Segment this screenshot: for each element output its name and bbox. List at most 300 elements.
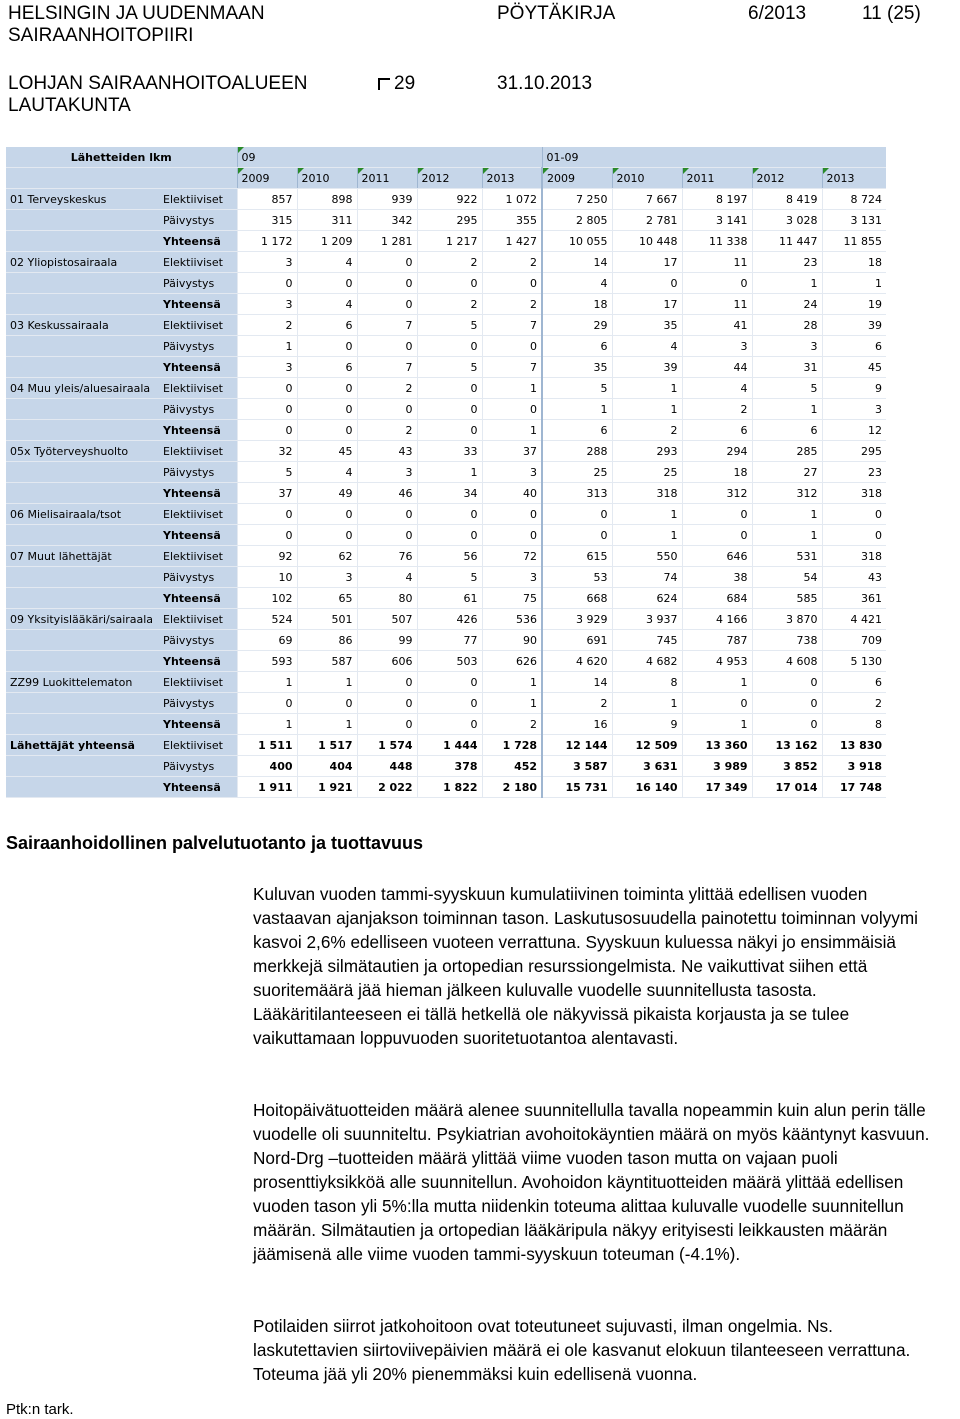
- paragraph-2: Hoitopäivätuotteiden määrä alenee suunnitellulla tavalla nopeammin kuin alun perin tälle vuodelle oli suunniteltu. Psykiatrian avohoitokäyntien määrä on myös kääntynyt kasvuun. Nord-Drg –tuotteiden määrä ylittää viime vuoden tason mutta on vajaan puoli prosenttiyksikköä alle suunnitellun. Avohoidon käyntituotteiden määrä ylittää edellisen vuoden tason yli 5%:lla mutta niidenkin toteuma alittaa kuluvalle vuodelle suunnitellun määrän. Silmätautien ja ortopedian lääkäripula näkyy erityisesti leikkausten määrän jäämisenä alle viime vuoden tammi-syyskuun toteuman (-4.1%).: [253, 1100, 930, 1264]
- unit-cell: [6, 651, 159, 672]
- value-cell: 318: [612, 483, 682, 504]
- value-cell: 24: [752, 294, 822, 315]
- value-cell: 0: [357, 252, 417, 273]
- value-cell: 76: [357, 546, 417, 567]
- table-title: Lähetteiden lkm: [6, 147, 237, 168]
- type-cell: Elektiiviset: [159, 378, 237, 399]
- value-cell: 11 855: [822, 231, 886, 252]
- table-row: [6, 756, 886, 777]
- value-cell: 9: [612, 714, 682, 735]
- value-cell: 939: [357, 189, 417, 210]
- value-cell: 0: [297, 504, 357, 525]
- value-cell: 25: [542, 462, 612, 483]
- value-cell: 0: [237, 420, 297, 441]
- unit-cell: [6, 630, 159, 651]
- value-cell: 11 338: [682, 231, 752, 252]
- value-cell: 11 447: [752, 231, 822, 252]
- value-cell: 3: [237, 294, 297, 315]
- meeting-date: 31.10.2013: [497, 73, 593, 94]
- table-row: [6, 252, 886, 273]
- type-cell: Elektiiviset: [159, 546, 237, 567]
- value-cell: 448: [357, 756, 417, 777]
- value-cell: 1: [237, 714, 297, 735]
- table-row: [6, 735, 886, 756]
- value-cell: 378: [417, 756, 482, 777]
- value-cell: 0: [237, 525, 297, 546]
- value-cell: 738: [752, 630, 822, 651]
- value-cell: 0: [612, 273, 682, 294]
- value-cell: 14: [542, 252, 612, 273]
- year-header: 2013: [822, 168, 886, 189]
- value-cell: 3: [822, 399, 886, 420]
- value-cell: 80: [357, 588, 417, 609]
- unit-cell: [6, 693, 159, 714]
- value-cell: 1: [752, 399, 822, 420]
- value-cell: 3 937: [612, 609, 682, 630]
- value-cell: 2: [682, 399, 752, 420]
- table-header-row-groups: [6, 147, 886, 168]
- type-cell: Päivystys: [159, 399, 237, 420]
- value-cell: 1: [752, 504, 822, 525]
- table-row: [6, 546, 886, 567]
- value-cell: 1 511: [237, 735, 297, 756]
- value-cell: 4: [297, 252, 357, 273]
- type-cell: Päivystys: [159, 273, 237, 294]
- value-cell: 1: [682, 714, 752, 735]
- value-cell: 17: [612, 294, 682, 315]
- type-cell: Yhteensä: [159, 231, 237, 252]
- value-cell: 593: [237, 651, 297, 672]
- value-cell: 1 072: [482, 189, 542, 210]
- type-cell: Elektiiviset: [159, 252, 237, 273]
- value-cell: 1 217: [417, 231, 482, 252]
- value-cell: 0: [482, 504, 542, 525]
- value-cell: 2: [542, 693, 612, 714]
- value-cell: 39: [822, 315, 886, 336]
- value-cell: 0: [542, 504, 612, 525]
- value-cell: 32: [237, 441, 297, 462]
- value-cell: 311: [297, 210, 357, 231]
- value-cell: 35: [612, 315, 682, 336]
- paragraph-3: Potilaiden siirrot jatkohoitoon ovat toteutuneet sujuvasti, ilman ongelmia. Ns. laskutettavien siirtoviivepäivien määrä ei ole kasvanut elokuun tilanteeseen verrattuna. Toteuma jää yli 20% pienemmäksi kuin edellisenä vuonna.: [253, 1316, 911, 1384]
- value-cell: 404: [297, 756, 357, 777]
- value-cell: 3 141: [682, 210, 752, 231]
- value-cell: 15 731: [542, 777, 612, 798]
- value-cell: 0: [682, 504, 752, 525]
- value-cell: 0: [417, 525, 482, 546]
- value-cell: 6: [822, 336, 886, 357]
- value-cell: 9: [822, 378, 886, 399]
- value-cell: 585: [752, 588, 822, 609]
- unit-cell: [6, 399, 159, 420]
- value-cell: 2: [482, 714, 542, 735]
- value-cell: 3 028: [752, 210, 822, 231]
- value-cell: 18: [822, 252, 886, 273]
- value-cell: 7: [482, 357, 542, 378]
- table-row: [6, 231, 886, 252]
- value-cell: 288: [542, 441, 612, 462]
- unit-cell: [6, 294, 159, 315]
- value-cell: 17: [612, 252, 682, 273]
- section-title: Sairaanhoidollinen palvelutuotanto ja tuottavuus: [6, 833, 424, 853]
- value-cell: 0: [417, 714, 482, 735]
- sort-marker-icon: [483, 168, 489, 174]
- value-cell: 5 130: [822, 651, 886, 672]
- value-cell: 4 608: [752, 651, 822, 672]
- value-cell: 17 748: [822, 777, 886, 798]
- value-cell: 54: [752, 567, 822, 588]
- unit-cell: [6, 273, 159, 294]
- type-cell: Päivystys: [159, 567, 237, 588]
- value-cell: 0: [357, 504, 417, 525]
- value-cell: 1 444: [417, 735, 482, 756]
- value-cell: 7: [482, 315, 542, 336]
- value-cell: 0: [752, 693, 822, 714]
- unit-cell: 01 Terveyskeskus: [6, 189, 159, 210]
- type-cell: Yhteensä: [159, 651, 237, 672]
- page-number: 11 (25): [862, 3, 921, 24]
- value-cell: 5: [542, 378, 612, 399]
- unit-cell: [6, 210, 159, 231]
- value-cell: 0: [482, 525, 542, 546]
- value-cell: 3 587: [542, 756, 612, 777]
- value-cell: 13 360: [682, 735, 752, 756]
- value-cell: 2: [482, 252, 542, 273]
- paragraph-1: Kuluvan vuoden tammi-syyskuun kumulatiivinen toiminta ylittää edellisen vuoden vastaavan ajanjakson toiminnan tason. Laskutusosuudella painotettu toiminnan volyymi kasvoi 2,6% edelliseen vuoteen verrattuna. Syyskuun kuluessa näkyi jo ensimmäisiä merkkejä silmätautien ja ortopedian resurssiongelmista. Ne vaikuttivat siihen että suoritemäärä jää hieman jälkeen kuluvalle vuodelle suunnitellusta tasosta. Lääkäritilanteeseen ei tällä hetkellä ole näkyvissä pikaista korjausta ja se tulee vaikuttamaan loppuvuoden suoritetuotantoa alentavasti.: [253, 884, 918, 1048]
- committee-name: LOHJAN SAIRAANHOITOALUEEN LAUTAKUNTA: [8, 73, 308, 116]
- value-cell: 3: [752, 336, 822, 357]
- value-cell: 0: [297, 693, 357, 714]
- value-cell: 503: [417, 651, 482, 672]
- value-cell: 1: [482, 693, 542, 714]
- type-cell: Yhteensä: [159, 357, 237, 378]
- unit-cell: Lähettäjät yhteensä: [6, 735, 159, 756]
- type-cell: Elektiiviset: [159, 189, 237, 210]
- section-mark-icon: [378, 78, 390, 90]
- value-cell: 16 140: [612, 777, 682, 798]
- value-cell: 61: [417, 588, 482, 609]
- value-cell: 646: [682, 546, 752, 567]
- value-cell: 102: [237, 588, 297, 609]
- value-cell: 615: [542, 546, 612, 567]
- value-cell: 524: [237, 609, 297, 630]
- type-cell: Päivystys: [159, 210, 237, 231]
- value-cell: 90: [482, 630, 542, 651]
- value-cell: 0: [237, 399, 297, 420]
- unit-cell: ZZ99 Luokittelematon: [6, 672, 159, 693]
- unit-cell: [6, 756, 159, 777]
- value-cell: 18: [682, 462, 752, 483]
- value-cell: 0: [297, 273, 357, 294]
- value-cell: 16: [542, 714, 612, 735]
- value-cell: 361: [822, 588, 886, 609]
- value-cell: 4 953: [682, 651, 752, 672]
- unit-cell: 07 Muut lähettäjät: [6, 546, 159, 567]
- value-cell: 4: [297, 462, 357, 483]
- unit-cell: 03 Keskussairaala: [6, 315, 159, 336]
- value-cell: 43: [357, 441, 417, 462]
- org-name: HELSINGIN JA UUDENMAAN SAIRAANHOITOPIIRI: [8, 3, 265, 46]
- value-cell: 1 728: [482, 735, 542, 756]
- value-cell: 0: [297, 420, 357, 441]
- unit-cell: [6, 231, 159, 252]
- value-cell: 31: [752, 357, 822, 378]
- value-cell: 4 682: [612, 651, 682, 672]
- table-row: [6, 315, 886, 336]
- unit-cell: 06 Mielisairaala/tsot: [6, 504, 159, 525]
- unit-cell: [6, 357, 159, 378]
- value-cell: 69: [237, 630, 297, 651]
- table-row: [6, 273, 886, 294]
- value-cell: 452: [482, 756, 542, 777]
- year-header: 2010: [612, 168, 682, 189]
- sort-marker-icon: [298, 168, 304, 174]
- value-cell: 6: [822, 672, 886, 693]
- value-cell: 44: [682, 357, 752, 378]
- value-cell: 3 989: [682, 756, 752, 777]
- value-cell: 27: [752, 462, 822, 483]
- type-cell: Päivystys: [159, 756, 237, 777]
- value-cell: 4: [682, 378, 752, 399]
- unit-cell: 05x Työterveyshuolto: [6, 441, 159, 462]
- table-row: [6, 441, 886, 462]
- value-cell: 13 830: [822, 735, 886, 756]
- value-cell: 2: [357, 378, 417, 399]
- value-cell: 531: [752, 546, 822, 567]
- value-cell: 18: [542, 294, 612, 315]
- value-cell: 0: [417, 420, 482, 441]
- value-cell: 0: [357, 525, 417, 546]
- year-header: 2013: [482, 168, 542, 189]
- value-cell: 11: [682, 294, 752, 315]
- type-cell: Yhteensä: [159, 714, 237, 735]
- value-cell: 1: [752, 273, 822, 294]
- unit-cell: [6, 462, 159, 483]
- year-header: 2009: [237, 168, 297, 189]
- value-cell: 0: [297, 378, 357, 399]
- sort-marker-icon: [238, 147, 244, 153]
- value-cell: 1: [822, 273, 886, 294]
- value-cell: 5: [417, 315, 482, 336]
- value-cell: 3: [237, 252, 297, 273]
- value-cell: 5: [417, 567, 482, 588]
- value-cell: 3 918: [822, 756, 886, 777]
- type-cell: Päivystys: [159, 630, 237, 651]
- value-cell: 40: [482, 483, 542, 504]
- value-cell: 10 448: [612, 231, 682, 252]
- value-cell: 12 509: [612, 735, 682, 756]
- minutes-checker-note: Ptk:n tark.: [6, 1401, 74, 1418]
- value-cell: 293: [612, 441, 682, 462]
- value-cell: 0: [357, 714, 417, 735]
- unit-cell: [6, 567, 159, 588]
- value-cell: 10 055: [542, 231, 612, 252]
- sort-marker-icon: [418, 168, 424, 174]
- table-row: [6, 399, 886, 420]
- unit-cell: [6, 714, 159, 735]
- type-cell: Elektiiviset: [159, 735, 237, 756]
- table-row: [6, 336, 886, 357]
- unit-cell: [6, 777, 159, 798]
- table-row: [6, 357, 886, 378]
- value-cell: 0: [357, 273, 417, 294]
- value-cell: 898: [297, 189, 357, 210]
- document-type: PÖYTÄKIRJA: [497, 3, 616, 24]
- value-cell: 2: [357, 420, 417, 441]
- value-cell: 294: [682, 441, 752, 462]
- value-cell: 0: [682, 693, 752, 714]
- value-cell: 0: [417, 336, 482, 357]
- value-cell: 295: [822, 441, 886, 462]
- value-cell: 38: [682, 567, 752, 588]
- value-cell: 33: [417, 441, 482, 462]
- value-cell: 2 781: [612, 210, 682, 231]
- value-cell: 6: [752, 420, 822, 441]
- value-cell: 1: [417, 462, 482, 483]
- table-row: [6, 462, 886, 483]
- value-cell: 3 631: [612, 756, 682, 777]
- sort-marker-icon: [238, 168, 244, 174]
- value-cell: 6: [297, 357, 357, 378]
- value-cell: 7: [357, 357, 417, 378]
- value-cell: 72: [482, 546, 542, 567]
- value-cell: 426: [417, 609, 482, 630]
- unit-cell: 04 Muu yleis/aluesairaala: [6, 378, 159, 399]
- value-cell: 13 162: [752, 735, 822, 756]
- table-body: [6, 189, 886, 798]
- value-cell: 12 144: [542, 735, 612, 756]
- value-cell: 86: [297, 630, 357, 651]
- type-cell: Elektiiviset: [159, 672, 237, 693]
- value-cell: 7 667: [612, 189, 682, 210]
- value-cell: 0: [297, 399, 357, 420]
- group-header-month: 09: [237, 147, 542, 168]
- value-cell: 1: [297, 714, 357, 735]
- value-cell: 0: [417, 693, 482, 714]
- value-cell: 0: [297, 336, 357, 357]
- value-cell: 8: [612, 672, 682, 693]
- value-cell: 3 131: [822, 210, 886, 231]
- value-cell: 691: [542, 630, 612, 651]
- type-cell: Päivystys: [159, 693, 237, 714]
- value-cell: 3: [682, 336, 752, 357]
- value-cell: 318: [822, 546, 886, 567]
- value-cell: 295: [417, 210, 482, 231]
- value-cell: 6: [682, 420, 752, 441]
- value-cell: 6: [297, 315, 357, 336]
- type-cell: Päivystys: [159, 336, 237, 357]
- value-cell: 2 022: [357, 777, 417, 798]
- value-cell: 35: [542, 357, 612, 378]
- value-cell: 0: [417, 504, 482, 525]
- value-cell: 624: [612, 588, 682, 609]
- value-cell: 0: [357, 399, 417, 420]
- value-cell: 0: [482, 336, 542, 357]
- value-cell: 39: [612, 357, 682, 378]
- table-header-row-years: [6, 168, 886, 189]
- value-cell: 400: [237, 756, 297, 777]
- unit-cell: 09 Yksityislääkäri/sairaala: [6, 609, 159, 630]
- value-cell: 0: [822, 525, 886, 546]
- value-cell: 19: [822, 294, 886, 315]
- value-cell: 626: [482, 651, 542, 672]
- group-header-cumulative: 01-09: [542, 147, 886, 168]
- type-cell: Päivystys: [159, 462, 237, 483]
- table-row: [6, 672, 886, 693]
- value-cell: 1: [237, 672, 297, 693]
- value-cell: 1: [237, 336, 297, 357]
- sort-marker-icon: [683, 168, 689, 174]
- value-cell: 0: [542, 525, 612, 546]
- value-cell: 37: [482, 441, 542, 462]
- type-cell: Yhteensä: [159, 483, 237, 504]
- value-cell: 3: [357, 462, 417, 483]
- value-cell: 4: [297, 294, 357, 315]
- referrals-table: [6, 147, 886, 798]
- table-row: [6, 294, 886, 315]
- unit-cell: [6, 588, 159, 609]
- value-cell: 313: [542, 483, 612, 504]
- year-header: 2011: [357, 168, 417, 189]
- value-cell: 6: [542, 420, 612, 441]
- value-cell: 49: [297, 483, 357, 504]
- value-cell: 23: [752, 252, 822, 273]
- value-cell: 0: [237, 693, 297, 714]
- value-cell: 5: [237, 462, 297, 483]
- value-cell: 1 517: [297, 735, 357, 756]
- table-row: [6, 609, 886, 630]
- value-cell: 8 724: [822, 189, 886, 210]
- value-cell: 29: [542, 315, 612, 336]
- value-cell: 1 209: [297, 231, 357, 252]
- value-cell: 56: [417, 546, 482, 567]
- document-number: 6/2013: [748, 3, 807, 24]
- value-cell: 0: [752, 672, 822, 693]
- unit-cell: 02 Yliopistosairaala: [6, 252, 159, 273]
- value-cell: 1: [482, 378, 542, 399]
- value-cell: 0: [417, 273, 482, 294]
- value-cell: 28: [752, 315, 822, 336]
- value-cell: 0: [237, 378, 297, 399]
- value-cell: 8 419: [752, 189, 822, 210]
- section-number: 29: [378, 73, 415, 95]
- value-cell: 0: [237, 273, 297, 294]
- value-cell: 1: [612, 399, 682, 420]
- sort-marker-icon: [753, 168, 759, 174]
- value-cell: 14: [542, 672, 612, 693]
- value-cell: 3: [237, 357, 297, 378]
- value-cell: 1: [752, 525, 822, 546]
- value-cell: 355: [482, 210, 542, 231]
- value-cell: 25: [612, 462, 682, 483]
- sort-marker-icon: [543, 168, 549, 174]
- value-cell: 0: [482, 399, 542, 420]
- value-cell: 2: [482, 294, 542, 315]
- value-cell: 2: [417, 294, 482, 315]
- type-cell: Elektiiviset: [159, 441, 237, 462]
- year-header: 2009: [542, 168, 612, 189]
- value-cell: 0: [682, 273, 752, 294]
- value-cell: 74: [612, 567, 682, 588]
- value-cell: 2 805: [542, 210, 612, 231]
- value-cell: 8: [822, 714, 886, 735]
- value-cell: 0: [822, 504, 886, 525]
- value-cell: 11: [682, 252, 752, 273]
- value-cell: 4: [612, 336, 682, 357]
- value-cell: 0: [482, 273, 542, 294]
- value-cell: 285: [752, 441, 822, 462]
- value-cell: 37: [237, 483, 297, 504]
